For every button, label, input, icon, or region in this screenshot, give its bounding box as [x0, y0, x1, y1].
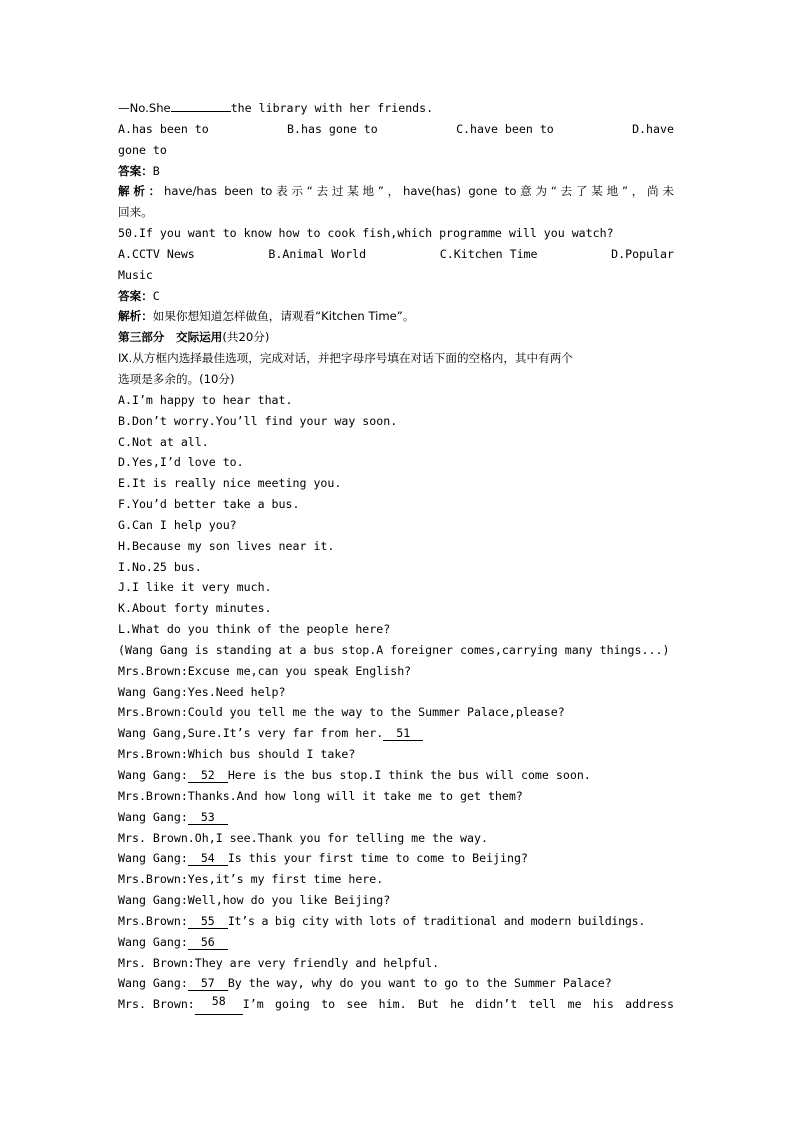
speaker: Wang Gang:	[118, 851, 188, 866]
q49-stem	[118, 98, 674, 119]
blank-56: 56	[188, 935, 228, 950]
document-content	[118, 98, 674, 1015]
choice-option: E.It is really nice meeting you.	[118, 476, 342, 491]
option-c: C.Kitchen Time	[439, 246, 538, 261]
answer-value: B	[152, 163, 160, 178]
q49-analysis-cont: 回来。	[118, 205, 153, 220]
line-text: Here is the bus stop.I think the bus will come soon.	[227, 768, 591, 782]
analysis-text: 如果你想知道怎样做鱼，请观看“Kitchen Time”。	[152, 309, 415, 324]
dialogue-line: Mrs.Brown:Excuse me,can you speak English?	[118, 663, 412, 678]
speaker: Wang Gang:	[118, 809, 188, 824]
analysis-text: have/has been to表示“去过某地”，have(has) gone to意为“去了某地”，尚未	[164, 184, 674, 199]
q49-answer	[118, 161, 674, 182]
dialogue-line: Mrs.Brown:Yes,it’s my first time here.	[118, 872, 384, 887]
blank-55: 55	[188, 914, 228, 929]
option-b: B.has gone to	[287, 121, 378, 136]
option-b: B.Animal World	[268, 246, 367, 261]
q50-options	[118, 244, 674, 265]
dialogue-line: Mrs. Brown.Oh,I see.Thank you for telling me the way.	[118, 830, 488, 845]
choice-option: H.Because my son lives near it.	[118, 538, 335, 553]
blank-51: 51	[383, 726, 423, 741]
choice-option: D.Yes,I’d love to.	[118, 455, 244, 470]
q50-analysis	[118, 306, 674, 327]
blank-57: 57	[188, 976, 228, 991]
speaker: Wang Gang:	[118, 768, 188, 782]
q50-answer	[118, 286, 674, 307]
answer-label: 答案：	[118, 163, 153, 178]
section-title: 第三部分 交际运用	[118, 330, 223, 345]
blank-58: 58	[195, 994, 243, 1015]
line-text: I’m going to see him. But he didn’t tell me his address	[242, 997, 674, 1012]
analysis-label: 解析：	[118, 184, 165, 199]
dialogue-line: Wang Gang:Well,how do you like Beijing?	[118, 893, 391, 908]
dialogue-line	[118, 932, 674, 953]
choice-option: A.I’m happy to hear that.	[118, 392, 293, 407]
choice-list	[118, 390, 674, 640]
speaker: Mrs.Brown:	[118, 913, 188, 928]
stem-text: —No.She	[118, 101, 171, 115]
choice-option: C.Not at all.	[118, 434, 209, 449]
part9-instruction: Ⅸ.从方框内选择最佳选项，完成对话，并把字母序号填在对话下面的空格内，其中有两个	[118, 351, 573, 366]
choice-option: B.Don’t worry.You’ll find your way soon.	[118, 413, 398, 428]
blank-52: 52	[188, 768, 228, 783]
dialogue-line	[118, 765, 674, 786]
answer-label: 答案：	[118, 288, 153, 303]
choice-option: L.What do you think of the people here?	[118, 622, 391, 637]
q50-stem: 50.If you want to know how to cook fish,which programme will you watch?	[118, 226, 614, 241]
line-text: Wang Gang,Sure.It’s very far from her.	[118, 726, 384, 741]
option-wrap: Music	[118, 267, 153, 282]
line-text: It’s a big city with lots of traditional and modern buildings.	[227, 913, 646, 928]
dialogue-context: (Wang Gang is standing at a bus stop.A foreigner comes,carrying many things...)	[118, 642, 670, 657]
speaker: Mrs. Brown:	[118, 997, 195, 1012]
choice-option: I.No.25 bus.	[118, 559, 202, 574]
option-a: A.CCTV News	[118, 246, 195, 261]
dialogue-line	[118, 911, 674, 932]
dialogue-line: Mrs.Brown:Which bus should I take?	[118, 747, 356, 762]
blank-53: 53	[188, 810, 228, 825]
answer-value: C	[152, 288, 160, 303]
stem-text: the library with her friends.	[230, 101, 434, 115]
q49-analysis	[118, 181, 674, 202]
q49-options	[118, 119, 674, 140]
line-text: By the way, why do you want to go to the Summer Palace?	[227, 976, 612, 991]
speaker: Wang Gang:	[118, 976, 188, 991]
speaker: Wang Gang:	[118, 934, 188, 949]
choice-option: G.Can I help you?	[118, 517, 237, 532]
dialogue-line: Wang Gang:Yes.Need help?	[118, 684, 286, 699]
choice-option: J.I like it very much.	[118, 580, 272, 595]
dialogue-line	[118, 848, 674, 869]
option-d: D.have	[632, 121, 674, 136]
dialogue-line: Mrs.Brown:Could you tell me the way to the Summer Palace,please?	[118, 705, 565, 720]
analysis-label: 解析：	[118, 309, 153, 324]
option-d: D.Popular	[611, 246, 674, 261]
choice-option: F.You’d better take a bus.	[118, 497, 300, 512]
choice-option: K.About forty minutes.	[118, 601, 272, 616]
dialogue-line: Mrs. Brown:They are very friendly and helpful.	[118, 955, 440, 970]
option-a: A.has been to	[118, 121, 209, 136]
line-text: Is this your first time to come to Beijing?	[227, 851, 528, 866]
blank-54: 54	[188, 851, 228, 866]
section-heading	[118, 327, 674, 348]
dialogue-line: Mrs.Brown:Thanks.And how long will it take me to get them?	[118, 788, 523, 803]
dialogue-line	[118, 807, 674, 828]
part9-instruction-cont: 选项是多余的。(10分)	[118, 371, 235, 386]
option-wrap: gone to	[118, 142, 167, 157]
dialogue-line	[118, 973, 674, 994]
section-score: (共20分)	[222, 330, 270, 345]
dialogue-line	[118, 994, 674, 1015]
answer-blank	[171, 111, 231, 112]
option-c: C.have been to	[456, 121, 554, 136]
dialogue-line	[118, 723, 674, 744]
